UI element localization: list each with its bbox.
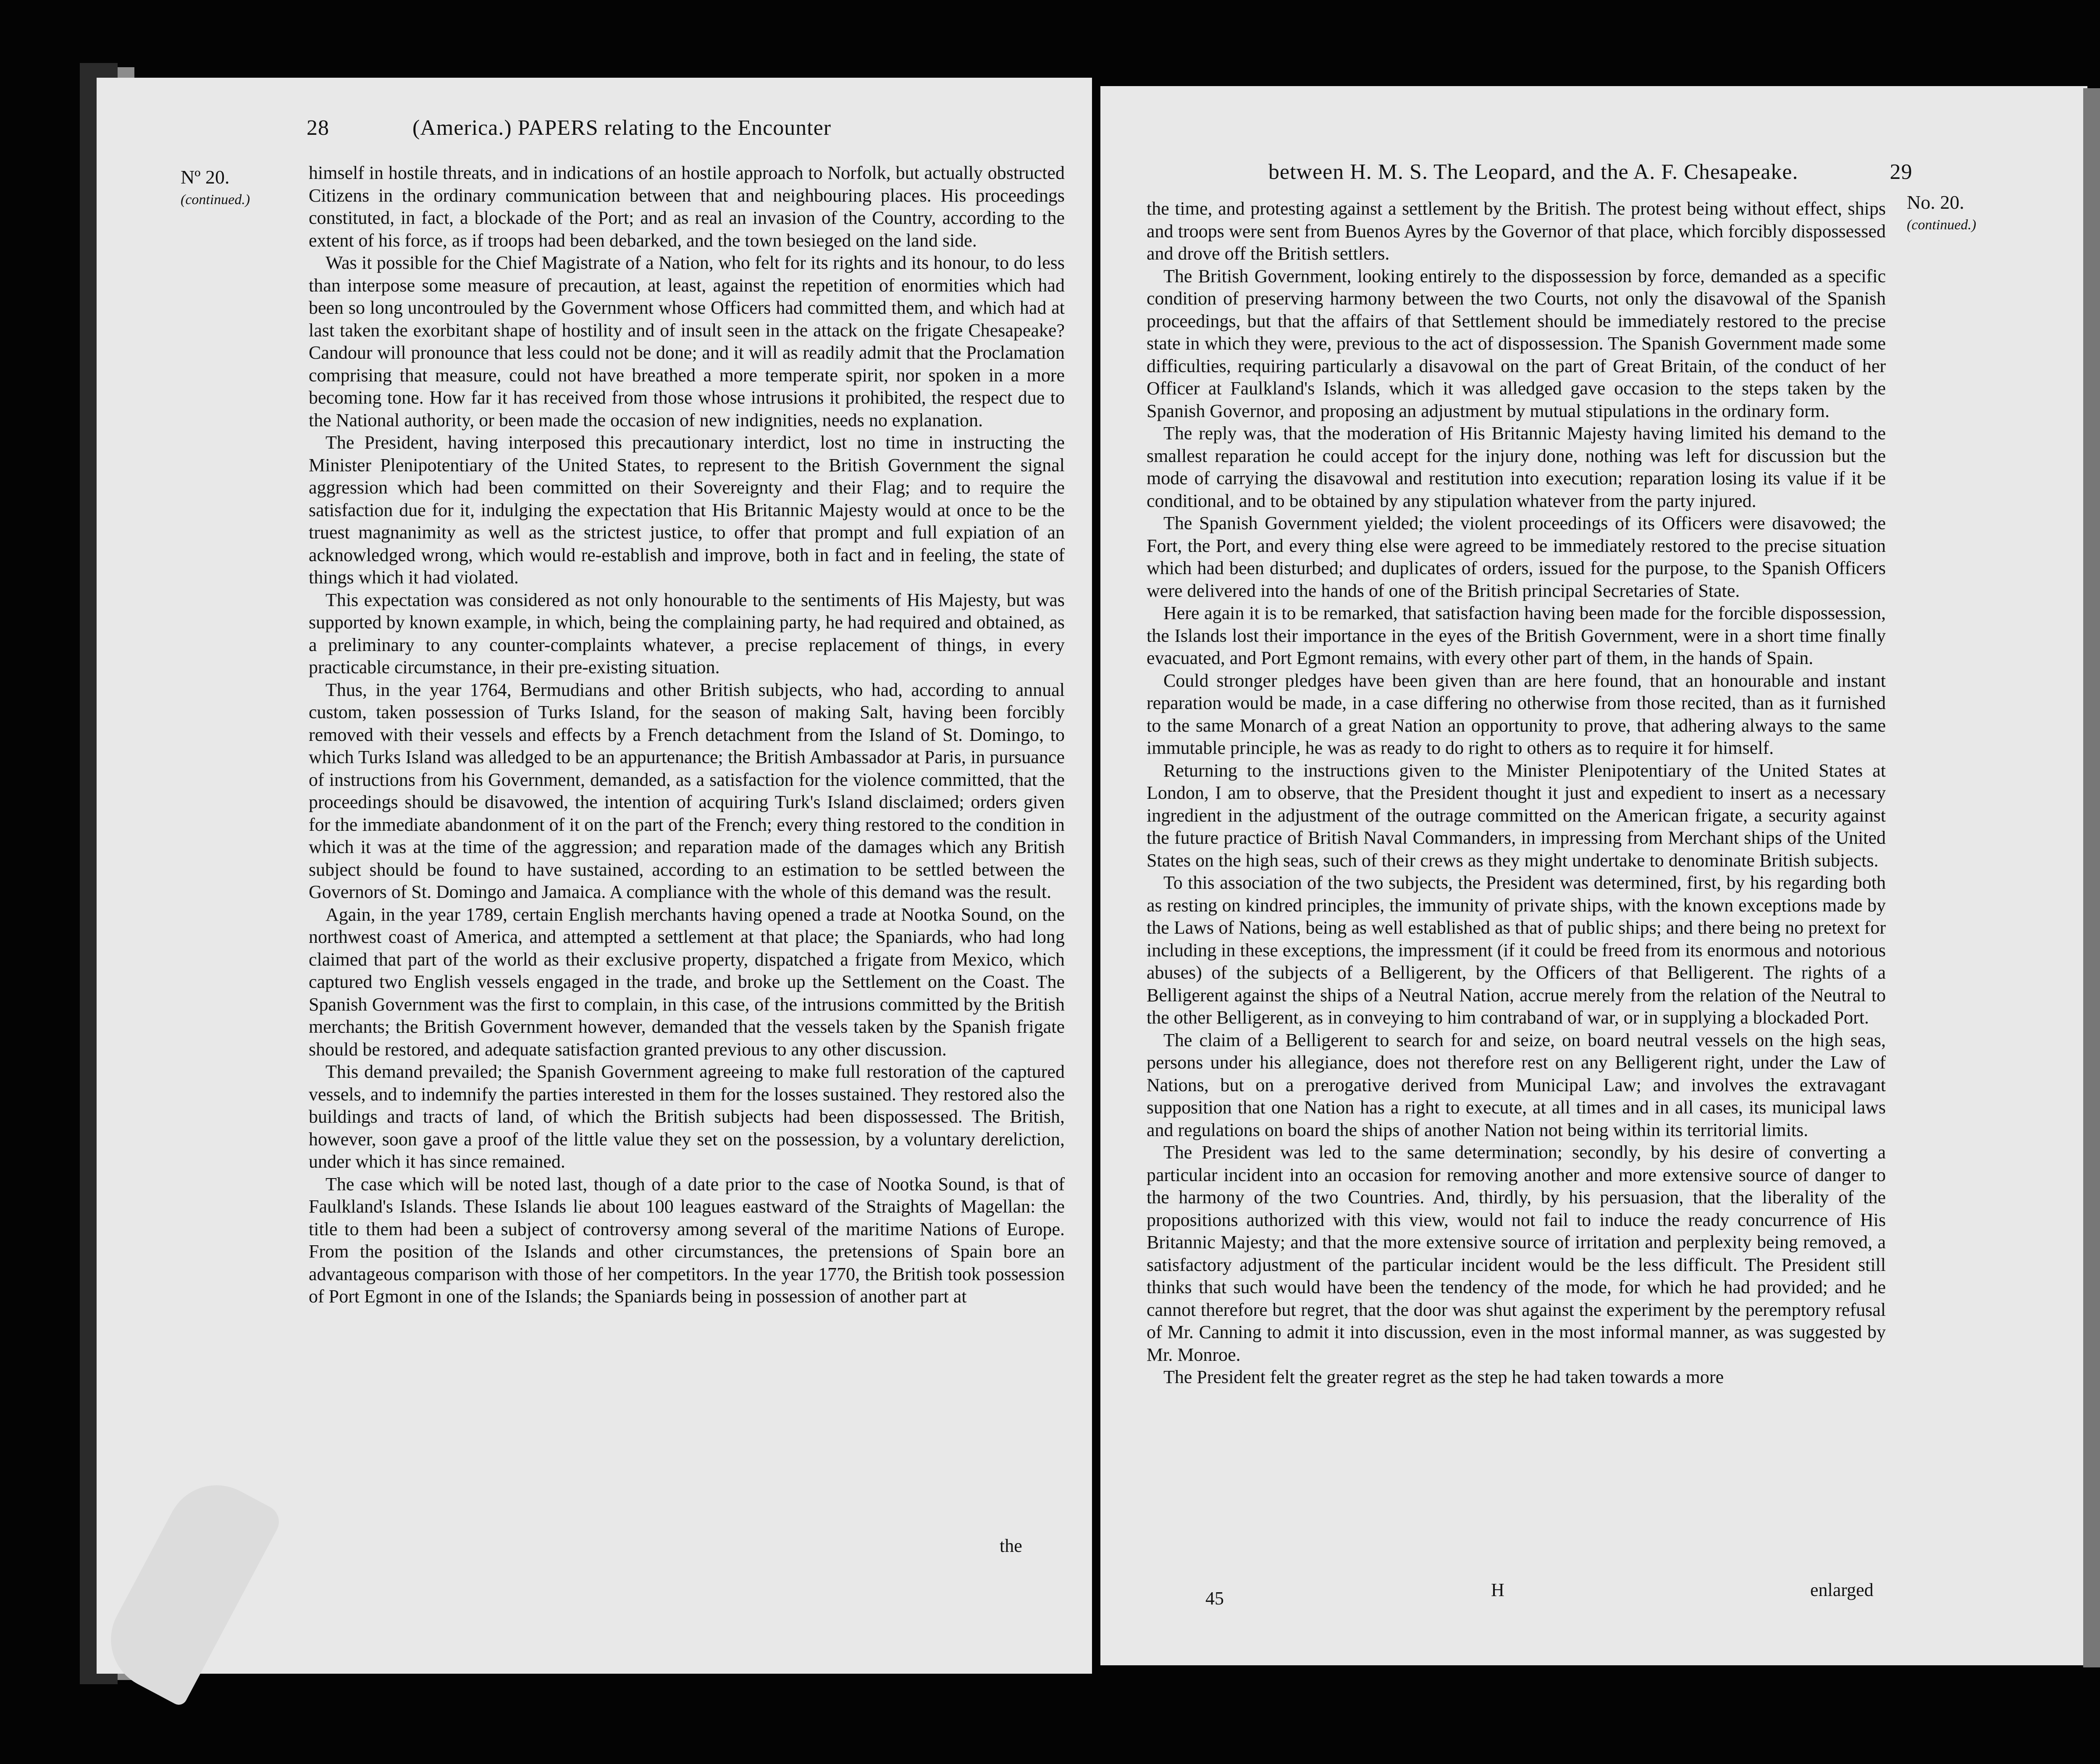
right-paragraph: the time, and protesting against a settlement by the British. The protest being without effect, ships and troops were sent from Buenos Ayres by the Governor of that place, which forcibly dispossessed and drove off the British settlers. [1147,198,1886,264]
folio-number: 45 [1205,1588,1224,1609]
right-paragraph: The Spanish Government yielded; the violent proceedings of its Officers were disavowed; the Fort, the Port, and every thing else were agreed to be immediately restored to the precise situation which had been disturbed; and duplicates of orders, issued for the purpose, to the Spanish Officers were delivered into the hands of one of the British principal Secretaries of State. [1147,513,1886,601]
right-paragraph: Here again it is to be remarked, that satisfaction having been made for the forcible dispossession, the Islands lost their importance in the eyes of the British Government, were in a short time finally evacuated, and Port Egmont remains, with every other part of them, in the hands of Spain. [1147,603,1886,668]
right-paragraph: To this association of the two subjects, the President was determined, first, by his regarding both as resting on kindred principles, the immunity of private ships, with the known exceptions made by the Laws of Nations, being as well established as that of public ships; and there being no pretext for including in these exceptions, the impressment (if it could be freed from its enormous and notorious abuses) of the subjects of a Belligerent, by the Officers of that Belligerent. The rights of a Belligerent against the ships of a Neutral Nation, accrue merely from the relation of the Neutral to the other Belligerent, as in conveying to him contraband of war, or in supplying a blockaded Port. [1147,872,1886,1028]
left-header [307,116,831,140]
right-paragraph: The President felt the greater regret as the step he had taken towards a more [1163,1367,1724,1387]
right-page-edge [2083,88,2100,1667]
left-margin-continued: (continued.) [181,192,250,207]
right-header [1268,160,1912,184]
left-page [97,78,1092,1674]
left-paragraph: Again, in the year 1789, certain English merchants having opened a trade at Nootka Sound, on the northwest coast of America, and attempted a settlement at that place; the Spaniards, who had long claimed that part of the world as their exclusive property, dispatched a frigate from Mexico, which captured two English vessels engaged in the trade, and broke up the Settlement on the Coast. The Spanish Government was the first to complain, in this case, of the intrusions committed by the British merchants; the British Government however, demanded that the vessels taken by the Spanish frigate should be restored, and adequate satisfaction granted previous to any other discussion. [309,904,1065,1060]
right-margin-note [1907,191,1976,236]
right-paragraph: The reply was, that the moderation of His Britannic Majesty having limited his demand to the smallest reparation he could accept for the injury done, nothing was left for discussion but the mode of carrying the disavowal and restitution into execution; reparation losing its value if it be conditional, and to be obtained by any stipulation whatever from the party injured. [1147,423,1886,511]
right-paragraph: The British Government, looking entirely to the dispossession by force, demanded as a specific condition of preserving harmony between the two Courts, not only the disavowal of the Spanish proceedings, but that the affairs of that Settlement should be immediately restored to the precise state in which they were, previous to the act of dispossession. The Spanish Government made some difficulties, requiring particularly a disavowal on the part of Great Britain, of the conduct of her Officer at Faulkland's Islands, which it was alledged gave occasion to the steps taken by the Spanish Governor, and proposing an adjustment by mutual stipulations in the ordinary form. [1147,265,1886,421]
right-paragraph: Returning to the instructions given to the Minister Plenipotentiary of the United States at London, I am to observe, that the President thought it just and expedient to insert as a necessary ingredient in the adjustment of the outrage committed on the American frigate, a security against the future practice of British Naval Commanders, in impressing from Merchant ships of the United States on the high seas, such of their crews as they might undertake to denominate British subjects. [1147,760,1886,871]
left-paragraph: This expectation was considered as not only honourable to the sentiments of His Majesty, but was supported by known example, in which, being the complaining party, he had required and obtained, as a preliminary to any counter-complaints whatever, a precise replacement of things, in every practicable circumstance, in their pre-existing situation. [309,589,1065,677]
right-body-text [1147,197,1886,1389]
left-margin-number: Nº 20. [181,166,230,188]
left-catchword: the [1000,1536,1022,1556]
left-paragraph: Thus, in the year 1764, Bermudians and other British subjects, who had, according to annual custom, taken possession of Turks Island, for the season of making Salt, having been forcibly removed with their vessels and effects by a French detachment from the Island of St. Domingo, to which Turks Island was alledged to be an appurtenance; the British Ambassador at Paris, in pursuance of instructions from his Government, demanded, as a satisfaction for the violence committed, that the proceedings should be disavowed, the intention of acquiring Turk's Island disclaimed; orders given for the immediate abandonment of it on the part of the French; every thing restored to the condition in which it was at the time of the aggression; and reparation made of the damages which any British subject should be found to have sustained, according to an estimation to be settled between the Governors of St. Domingo and Jamaica. A compliance with the whole of this demand was the result. [309,679,1065,902]
right-page-number: 29 [1890,160,1913,184]
right-margin-continued: (continued.) [1907,217,1977,233]
right-page [1100,86,2087,1665]
left-paragraph: Was it possible for the Chief Magistrate of a Nation, who felt for its rights and its honour, to do less than interpose some measure of precaution, at least, against the repetition of enormities which had been so long uncontrouled by the Government whose Officers had committed them, and which had at last taken the exorbitant shape of hostility and of insult seen in the attack on the frigate Chesapeake? Candour will pronounce that less could not be done; and it will as readily admit that the Proclamation comprising that measure, could not have breathed a more temperate spirit, nor spoken in a more becoming tone. How far it has received from those whose intrusions it prohibited, the respect due to the National authority, or been made the occasion of new indignities, needs no explanation. [309,252,1065,430]
left-body-text [309,162,1065,1308]
left-header-title: (America.) PAPERS relating to the Encounter [412,116,832,140]
signature-letter: H [1491,1580,1504,1600]
left-paragraph: The President, having interposed this precautionary interdict, lost no time in instructing the Minister Plenipotentiary of the United States, to represent to the British Government the signal aggression which had been committed on their Sovereignty and their Flag; and to require the satisfaction due for it, indulging the expectation that His Britannic Majesty would at once to be the truest magnanimity as well as the strictest justice, to offer that prompt and full expiation of an acknowledged wrong, which would re-establish and improve, both in fact and in feeling, the state of things which it had violated. [309,432,1065,588]
right-paragraph: The President was led to the same determination; secondly, by his desire of converting a particular incident into an occasion for removing another and more extensive source of danger to the harmony of the two Countries. And, thirdly, by his persuasion, that the liberality of the propositions authorized with this view, would not fail to induce the ready concurrence of His Britannic Majesty; and that the more extensive source of irritation and perplexity being removed, a satisfactory adjustment of the particular incident would be the less difficult. The President still thinks that such would have been the tendency of the mode, for which he had provided; and he cannot therefore but regret, that the door was shut against the experiment by the peremptory refusal of Mr. Canning to admit it into discussion, even in the most informal manner, as was suggested by Mr. Monroe. [1147,1142,1886,1365]
left-paragraph: The case which will be noted last, though of a date prior to the case of Nootka Sound, is that of Faulkland's Islands. These Islands lie about 100 leagues eastward of the Straights of Magellan: the title to them had been a subject of controversy among several of the maritime Nations of Europe. From the position of the Islands and other circumstances, the pretensions of Spain bore an advantageous comparison with those of her competitors. In the year 1770, the British took possession of Port Egmont in one of the Islands; the Spaniards being in possession of another part at [309,1173,1065,1307]
right-catchword: enlarged [1810,1580,1874,1600]
right-paragraph: The claim of a Belligerent to search for and seize, on board neutral vessels on the high seas, persons under his allegiance, does not therefore rest on any Belligerent right, under the Law of Nations, but on a prerogative derived from Municipal Law; and involves the extravagant supposition that one Nation has a right to execute, at all times and in all cases, its municipal laws and regulations on board the ships of another Nation not being within its territorial limits. [1147,1029,1886,1140]
left-page-number: 28 [307,116,329,140]
right-paragraph: Could stronger pledges have been given than are here found, that an honourable and instant reparation would be made, in a case differing no otherwise from those recited, than as it furnished to the same Monarch of a great Nation an opportunity to prove, that adhering always to the same immutable principle, he was as ready to do right to others as to require it for himself. [1147,670,1886,758]
left-paragraph: himself in hostile threats, and in indications of an hostile approach to Norfolk, but actually obstructed Citizens in the ordinary communication between that and neighbouring places. His proceedings constituted, in fact, a blockade of the Port; and as real an invasion of the Country, according to the extent of his force, as if troops had been debarked, and the town besieged on the land side. [309,163,1065,251]
left-margin-note [181,166,250,211]
right-margin-number: No. 20. [1907,192,1964,213]
left-paragraph: This demand prevailed; the Spanish Government agreeing to make full restoration of the captured vessels, and to indemnify the parties interested in them for the losses sustained. They restored also the buildings and tracts of land, of which the British subjects had been dispossessed. The British, however, soon gave a proof of the little value they set on the possession, by a voluntary dereliction, under which it has since remained. [309,1061,1065,1172]
right-header-title: between H. M. S. The Leopard, and the A. F. Chesapeake. [1268,160,1798,184]
